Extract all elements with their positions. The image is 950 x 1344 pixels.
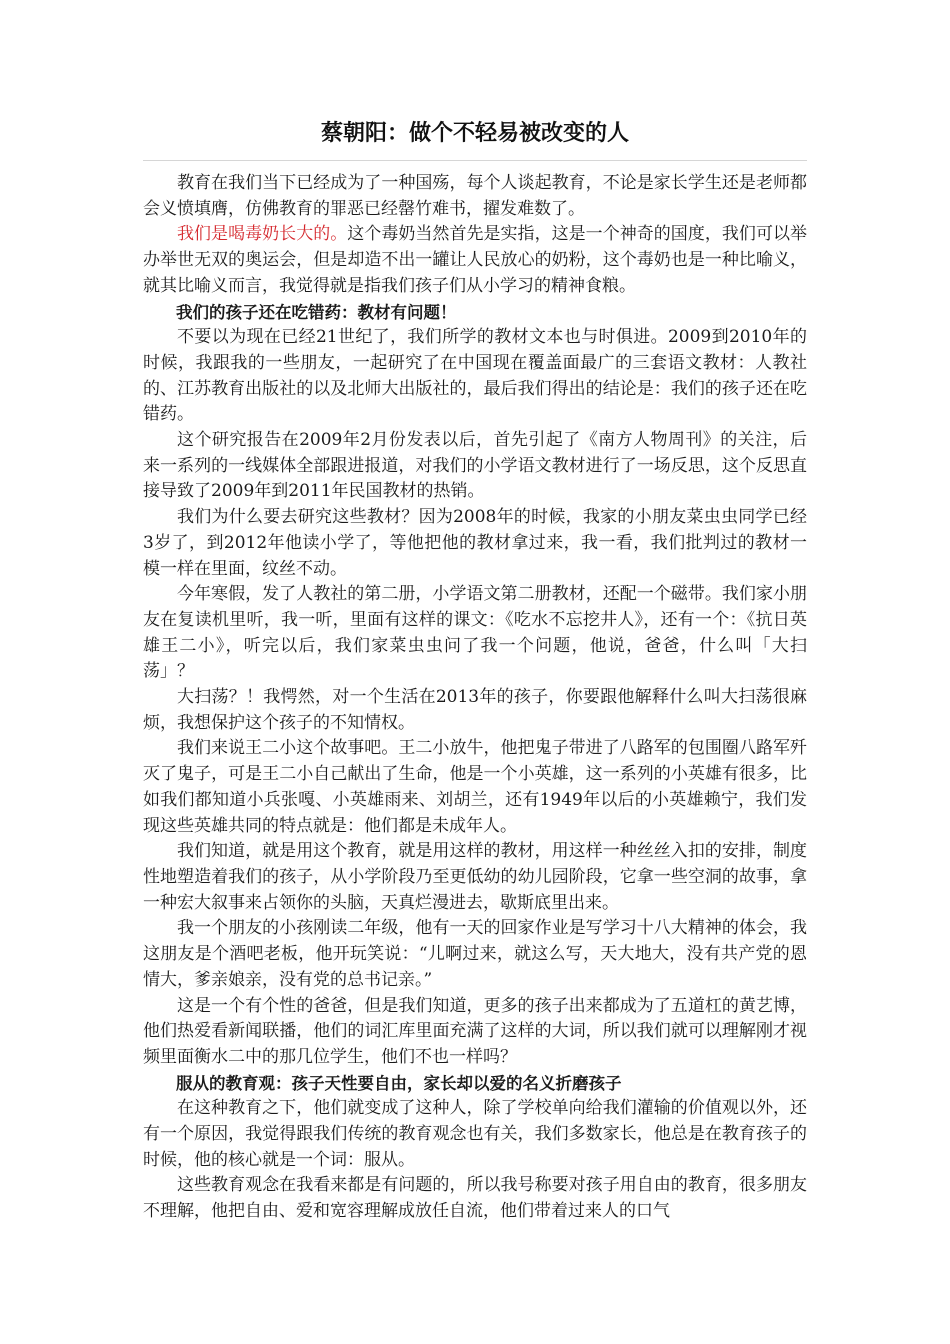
section-heading: 我们的孩子还在吃错药：教材有问题！	[176, 302, 457, 322]
paragraph	[143, 505, 807, 582]
page-title: 蔡朝阳：做个不轻易被改变的人	[143, 116, 807, 161]
section-heading: 服从的教育观：孩子天性要自由，家长却以爱的名义折磨孩子	[176, 1073, 622, 1093]
document-page	[143, 116, 807, 1225]
paragraph-text: 大扫荡？！我愕然，对一个生活在2013年的孩子，你要跟他解释什么叫大扫荡很麻烦，我想保护这个孩子的不知情权。	[143, 687, 807, 733]
paragraph-text: 不要以为现在已经21世纪了，我们所学的教材文本也与时俱进。2009到2010年的时候，我跟我的一些朋友，一起研究了在中国现在覆盖面最广的三套语文教材：人教社的、江苏教育出版社的以及北师大出版社的，最后我们得出的结论是：我们的孩子还在吃错药。	[143, 327, 807, 425]
paragraph-text: 这个研究报告在2009年2月份发表以后，首先引起了《南方人物周刊》的关注，后来一系列的一线媒体全部跟进报道，对我们的小学语文教材进行了一场反思，这个反思直接导致了2009年到2011年民国教材的热销。	[143, 430, 807, 502]
paragraph-text: 今年寒假，发了人教社的第二册，小学语文第二册教材，还配一个磁带。我们家小朋友在复读机里听，我一听，里面有这样的课文：《吃水不忘挖井人》，还有一个：《抗日英雄王二小》，听完以后，我们家菜虫虫问了我一个问题，他说，爸爸，什么叫「大扫荡」？	[143, 584, 807, 682]
paragraph-text: 我们为什么要去研究这些教材？因为2008年的时候，我家的小朋友菜虫虫同学已经3岁了，到2012年他读小学了，等他把他的教材拿过来，我一看，我们批判过的教材一模一样在里面，纹丝不动。	[143, 507, 807, 579]
paragraph-text: 这个毒奶当然首先是实指，这是一个神奇的国度，我们可以举办举世无双的奥运会，但是却造不出一罐让人民放心的奶粉，这个毒奶也是一种比喻义，就其比喻义而言，我觉得就是指我们孩子们从小学习的精神食粮。	[143, 224, 808, 296]
paragraph-text: 我们知道，就是用这个教育，就是用这样的教材，用这样一种丝丝入扣的安排，制度性地塑造着我们的孩子，从小学阶段乃至更低幼的幼儿园阶段，它拿一些空洞的故事，拿一种宏大叙事来占领你的头脑，天真烂漫进去，歇斯底里出来。	[143, 841, 807, 913]
paragraph	[143, 171, 807, 222]
paragraph	[143, 994, 807, 1071]
paragraph	[143, 1096, 807, 1173]
paragraph	[143, 685, 807, 736]
paragraph-text: 教育在我们当下已经成为了一种国殇，每个人谈起教育，不论是家长学生还是老师都会义愤填膺，仿佛教育的罪恶已经罄竹难书，擢发难数了。	[143, 173, 807, 219]
paragraph	[143, 916, 807, 993]
paragraph-text: 在这种教育之下，他们就变成了这种人，除了学校单向给我们灌输的价值观以外，还有一个原因，我觉得跟我们传统的教育观念也有关，我们多数家长，他总是在教育孩子的时候，他的核心就是一个词：服从。	[143, 1098, 807, 1170]
paragraph-text: 我们来说王二小这个故事吧。王二小放牛，他把鬼子带进了八路军的包围圈八路军歼灭了鬼子，可是王二小自己献出了生命，他是一个小英雄，这一系列的小英雄有很多，比如我们都知道小兵张嘎、小英雄雨来、刘胡兰，还有1949年以后的小英雄赖宁，我们发现这些英雄共同的特点就是：他们都是未成年人。	[143, 738, 807, 836]
paragraph	[143, 1173, 807, 1224]
paragraph	[143, 582, 807, 685]
paragraph-text: 这些教育观念在我看来都是有问题的，所以我号称要对孩子用自由的教育，很多朋友不理解，他把自由、爱和宽容理解成放任自流，他们带着过来人的口气	[143, 1175, 807, 1222]
paragraph	[143, 222, 807, 299]
paragraph-text: 这是一个有个性的爸爸，但是我们知道，更多的孩子出来都成为了五道杠的黄艺博，他们热爱看新闻联播，他们的词汇库里面充满了这样的大词，所以我们就可以理解刚才视频里面衡水二中的那几位学生，他们不也一样吗？	[143, 995, 807, 1067]
article-body	[143, 171, 807, 1225]
paragraph	[143, 325, 807, 428]
paragraph	[143, 736, 807, 839]
paragraph	[143, 839, 807, 916]
paragraph	[143, 428, 807, 505]
highlighted-sentence: 我们是喝毒奶长大的。	[177, 224, 348, 245]
paragraph-text: 我一个朋友的小孩刚读二年级，他有一天的回家作业是写学习十八大精神的体会，我这朋友是个酒吧老板，他开玩笑说：“儿啊过来，就这么写，天大地大，没有共产党的恩情大，爹亲娘亲，没有党的总书记亲。”	[143, 918, 807, 990]
